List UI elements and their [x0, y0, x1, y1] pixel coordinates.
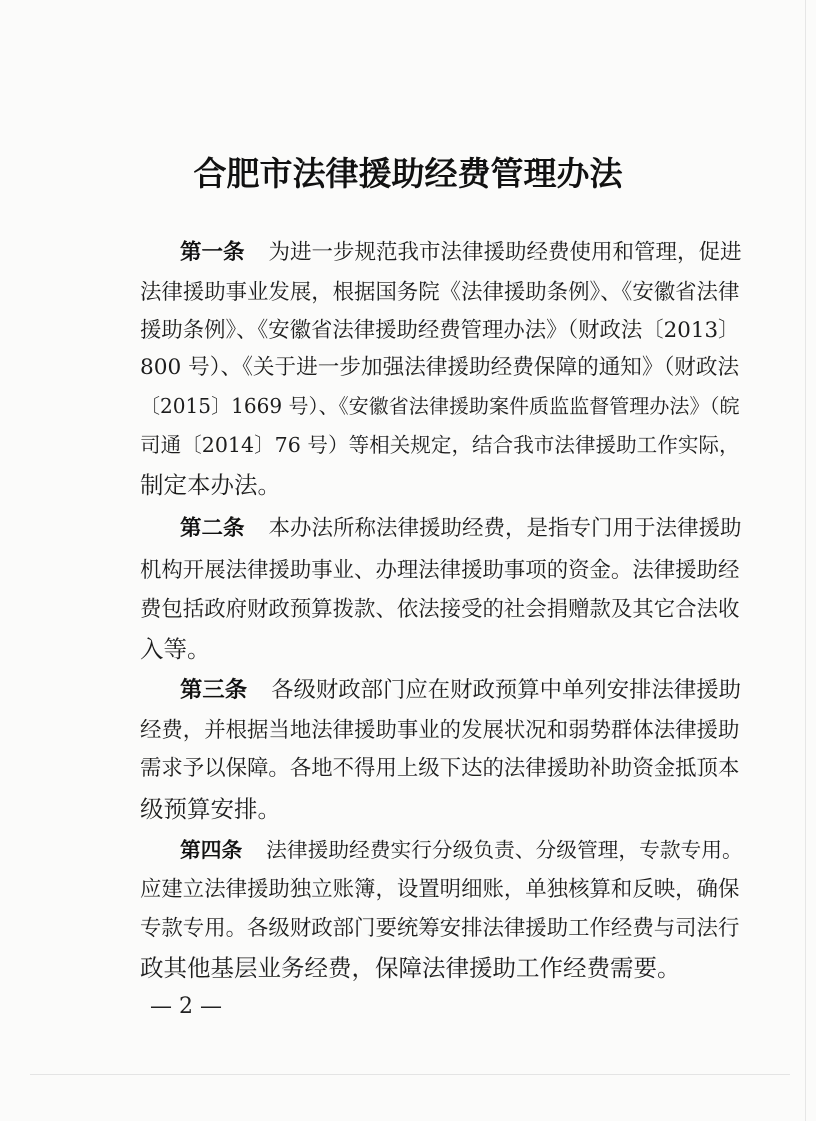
scan-edge-bottom — [30, 1074, 790, 1075]
document-title: 合肥市法律援助经费管理办法 — [193, 154, 623, 193]
article-1-line-4: 800 号）、《关于进一步加强法律援助经费保障的通知》（财政法 — [140, 355, 740, 380]
article-1-line-5: 〔2015〕1669 号）、《安徽省法律援助案件质监监督管理办法》（皖 — [140, 394, 740, 418]
article-2-heading: 第二条 — [180, 516, 245, 541]
article-1-line-7: 制定本办法。 — [140, 471, 281, 499]
article-2-text: 本办法所称法律援助经费，是指专门用于法律援助 — [268, 516, 742, 541]
article-4-line-4: 政其他基层业务经费，保障法律援助工作经费需要。 — [140, 954, 681, 982]
scan-edge-right — [805, 0, 806, 1121]
article-4-line-2: 应建立法律援助独立账簿，设置明细账，单独核算和反映，确保 — [140, 877, 740, 902]
article-3-line-3: 需求予以保障。各地不得用上级下达的法律援助补助资金抵顶本 — [140, 756, 740, 781]
article-1-line-6: 司通〔2014〕76 号）等相关规定，结合我市法律援助工作实际， — [140, 433, 740, 457]
article-1-line-2: 法律援助事业发展，根据国务院《法律援助条例》、《安徽省法律 — [140, 280, 740, 305]
article-3-line-4: 级预算安排。 — [140, 795, 281, 823]
article-3-heading: 第三条 — [180, 677, 248, 703]
article-1-text: 为进一步规范我市法律援助经费使用和管理，促进 — [268, 240, 742, 265]
article-1-line-1 — [180, 238, 742, 268]
article-4-heading: 第四条 — [180, 838, 243, 862]
article-3-text: 各级财政部门应在财政预算中单列安排法律援助 — [271, 677, 742, 703]
article-1-heading: 第一条 — [180, 240, 245, 265]
article-4-text: 法律援助经费实行分级负责、分级管理，专款专用。 — [266, 838, 743, 862]
article-3-line-2: 经费，并根据当地法律援助事业的发展状况和弱势群体法律援助 — [140, 718, 740, 743]
article-2-line-4: 入等。 — [140, 635, 211, 663]
article-2-line-3: 费包括政府财政预算拨款、依法接受的社会捐赠款及其它合法收 — [140, 597, 740, 622]
page-number: — 2 — — [150, 994, 222, 1019]
article-3-line-1 — [180, 675, 741, 705]
article-2-line-2: 机构开展法律援助事业、办理法律援助事项的资金。法律援助经 — [140, 558, 740, 583]
article-2-line-1 — [180, 514, 742, 544]
article-4-line-3: 专款专用。各级财政部门要统筹安排法律援助工作经费与司法行 — [140, 916, 740, 941]
article-4-line-1 — [180, 835, 743, 865]
article-1-line-3: 援助条例》、《安徽省法律援助经费管理办法》（财政法〔2013〕 — [140, 318, 740, 343]
